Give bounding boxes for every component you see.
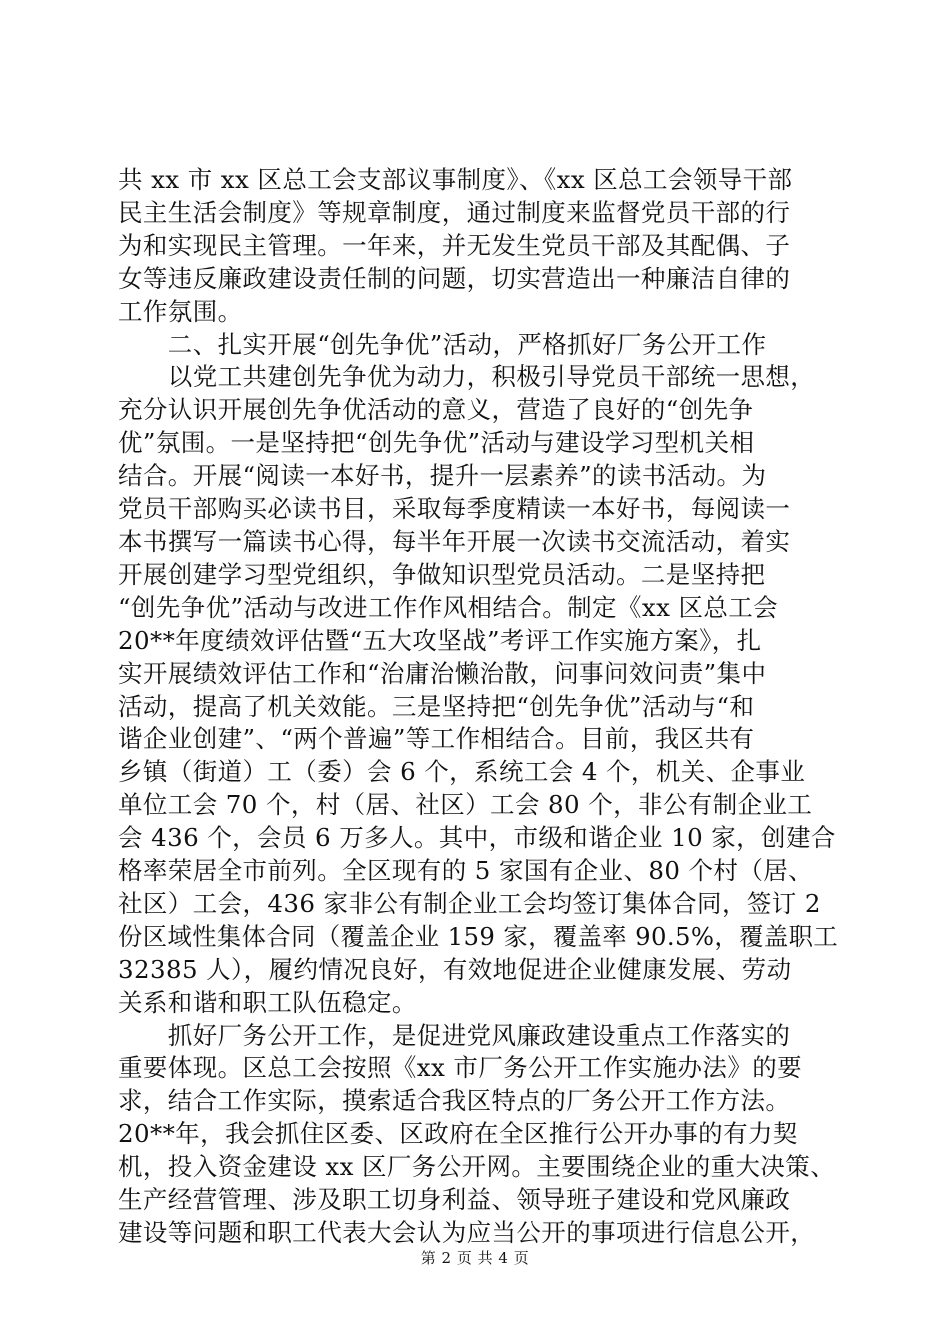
text-line: 结合。开展“阅读一本好书，提升一层素养”的读书活动。为 bbox=[118, 461, 767, 490]
text-line: 女等违反廉政建设责任制的问题，切实营造出一种廉洁自律的 bbox=[118, 264, 791, 293]
section-heading: 二、扎实开展“创先争优”活动，严格抓好厂务公开工作 bbox=[118, 330, 767, 359]
text-line: 民主生活会制度》等规章制度，通过制度来监督党员干部的行 bbox=[118, 198, 791, 227]
text-line: 20**年，我会抓住区委、区政府在全区推行公开办事的有力契 bbox=[118, 1119, 798, 1148]
text-line: 求，结合工作实际，摸索适合我区特点的厂务公开工作方法。 bbox=[118, 1086, 791, 1115]
text-line: 乡镇（街道）工（委）会 6 个，系统工会 4 个，机关、企事业 bbox=[118, 757, 806, 786]
text-line: 建设等问题和职工代表大会认为应当公开的事项进行信息公开， bbox=[118, 1218, 816, 1247]
text-line: 关系和谐和职工队伍稳定。 bbox=[118, 988, 417, 1017]
text-line: 开展创建学习型党组织，争做知识型党员活动。二是坚持把 bbox=[118, 560, 766, 589]
text-line: 工作氛围。 bbox=[118, 297, 243, 326]
text-line: 活动，提高了机关效能。三是坚持把“创先争优”活动与“和 bbox=[118, 692, 755, 721]
text-line: 本书撰写一篇读书心得，每半年开展一次读书交流活动，着实 bbox=[118, 527, 791, 556]
text-line: 共 xx 市 xx 区总工会支部议事制度》、《xx 区总工会领导干部 bbox=[118, 165, 793, 194]
text-line: 党员干部购买必读书目，采取每季度精读一本好书，每阅读一 bbox=[118, 494, 791, 523]
text-line: 32385 人），履约情况良好，有效地促进企业健康发展、劳动 bbox=[118, 955, 792, 984]
text-line: 社区）工会，436 家非公有制企业工会均签订集体合同，签订 2 bbox=[118, 889, 821, 918]
text-line: 单位工会 70 个，村（居、社区）工会 80 个，非公有制企业工 bbox=[118, 790, 813, 819]
text-line: 机，投入资金建设 xx 区厂务公开网。主要围绕企业的重大决策、 bbox=[118, 1152, 836, 1181]
text-line: 充分认识开展创先争优活动的意义，营造了良好的“创先争 bbox=[118, 395, 754, 424]
text-line: 重要体现。区总工会按照《xx 市厂务公开工作实施办法》的要 bbox=[118, 1053, 803, 1082]
text-line: 优”氛围。一是坚持把“创先争优”活动与建设学习型机关相 bbox=[118, 428, 755, 457]
text-line: 份区域性集体合同（覆盖企业 159 家，覆盖率 90.5%，覆盖职工 bbox=[118, 922, 839, 951]
text-line: 格率荣居全市前列。全区现有的 5 家国有企业、80 个村（居、 bbox=[118, 856, 814, 885]
text-line: 以党工共建创先争优为动力，积极引导党员干部统一思想， bbox=[118, 362, 816, 391]
text-line: 会 436 个，会员 6 万多人。其中，市级和谐企业 10 家，创建合 bbox=[118, 823, 836, 852]
text-line: “创先争优”活动与改进工作作风相结合。制定《xx 区总工会 bbox=[118, 593, 779, 622]
text-line: 生产经营管理、涉及职工切身利益、领导班子建设和党风廉政 bbox=[118, 1185, 791, 1214]
text-line: 20**年度绩效评估暨“五大攻坚战”考评工作实施方案》，扎 bbox=[118, 626, 762, 655]
text-line: 实开展绩效评估工作和“治庸治懒治散，问事问效问责”集中 bbox=[118, 659, 767, 688]
text-line: 抓好厂务公开工作，是促进党风廉政建设重点工作落实的 bbox=[118, 1021, 791, 1050]
text-line: 谐企业创建”、“两个普遍”等工作相结合。目前，我区共有 bbox=[118, 724, 755, 753]
text-line: 为和实现民主管理。一年来，并无发生党员干部及其配偶、子 bbox=[118, 231, 791, 260]
page-number-footer: 第 2 页 共 4 页 bbox=[420, 1249, 530, 1267]
